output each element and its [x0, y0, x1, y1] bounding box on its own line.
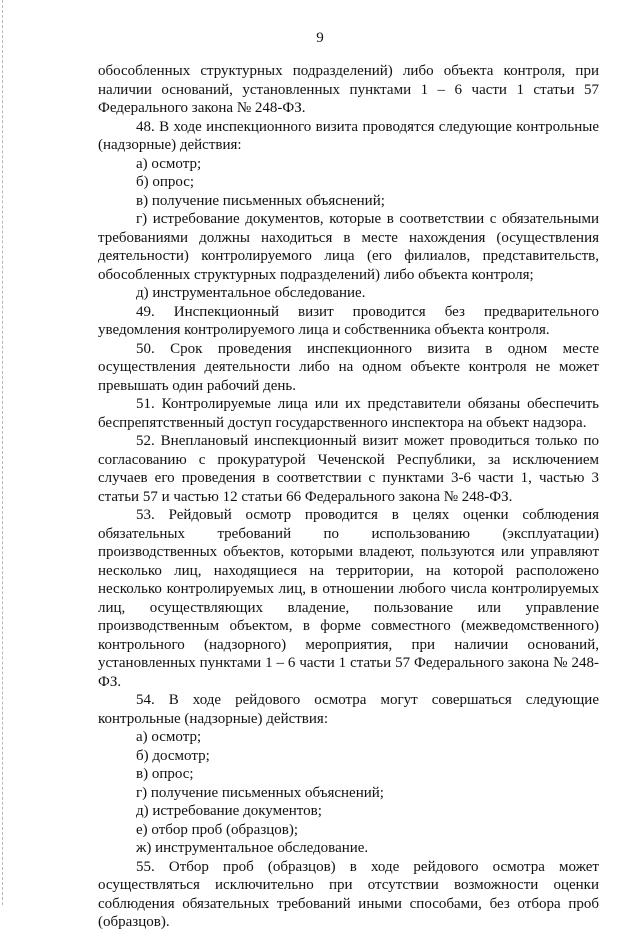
paragraph: 51. Контролируемые лица или их представители обязаны обеспечить беспрепятственный доступ государственного инспектора на объект надзора.	[98, 396, 599, 431]
paragraph: 54. В ходе рейдового осмотра могут совершаться следующие контрольные (надзорные) действия:	[98, 692, 599, 727]
paragraph: 49. Инспекционный визит проводится без предварительного уведомления контролируемого лица и собственника объекта контроля.	[98, 303, 599, 338]
paragraph: 52. Внеплановый инспекционный визит может проводиться только по согласованию с прокуратурой Чеченской Республики, за исключением случаев его проведения в соответствии с пунктами 3-6 части 1, частью 3 статьи 57 и частью 12 статьи 66 Федерального закона № 248-ФЗ.	[98, 433, 599, 505]
paragraph: 55. Отбор проб (образцов) в ходе рейдового осмотра может осуществляться исключительно при отсутствии возможности оценки соблюдения обязательных требований иными способами, без отбора проб (образцов).	[98, 858, 599, 930]
scan-edge	[2, 0, 5, 905]
list-item: ж) инструментальное обследование.	[136, 840, 369, 856]
list-item: г) получение письменных объяснений;	[136, 784, 384, 801]
list-item: в) опрос;	[136, 766, 194, 782]
paragraph: 48. В ходе инспекционного визита проводятся следующие контрольные (надзорные) действия:	[98, 118, 599, 153]
paragraph: 53. Рейдовый осмотр проводится в целях оценки соблюдения обязательных требований по использованию (эксплуатации) производственных объектов, которыми владеют, пользуются или управляют несколько лиц, находящиеся на территории, на которой расположено несколько контролируемых лиц, в отношении любого числа контролируемых лиц, осуществляющих владение, пользование или управление производственным объектом, в форме совместного (межведомственного) контрольного (надзорного) мероприятия, при наличии оснований, установленных пунктами 1 – 6 части 1 статьи 57 Федерального закона № 248-ФЗ.	[98, 507, 599, 690]
list-item: д) инструментальное обследование.	[136, 285, 366, 301]
list-item: е) отбор проб (образцов);	[136, 821, 299, 838]
paragraph: г) истребование документов, которые в соответствии с обязательными требованиями должны находиться в месте нахождения (осуществления деятельности) контролируемого лица (его филиалов, представительств, обособленных структурных подразделений) либо объекта контроля;	[98, 211, 599, 283]
list-item: д) истребование документов;	[136, 803, 322, 819]
list-item: б) досмотр;	[136, 747, 210, 764]
paragraph: 50. Срок проведения инспекционного визита в одном месте осуществления деятельности либо на одном объекте контроля не может превышать один рабочий день.	[98, 340, 599, 394]
document-body	[98, 62, 599, 932]
list-item: в) получение письменных объяснений;	[136, 192, 385, 209]
paragraph-continuation: обособленных структурных подразделений) либо объекта контроля, при наличии оснований, установленных пунктами 1 – 6 части 1 статьи 57 Федерального закона № 248-ФЗ.	[98, 63, 599, 116]
page-number: 9	[316, 30, 324, 46]
list-item: а) осмотр;	[136, 729, 202, 745]
list-item: а) осмотр;	[136, 155, 202, 172]
list-item: б) опрос;	[136, 174, 195, 190]
